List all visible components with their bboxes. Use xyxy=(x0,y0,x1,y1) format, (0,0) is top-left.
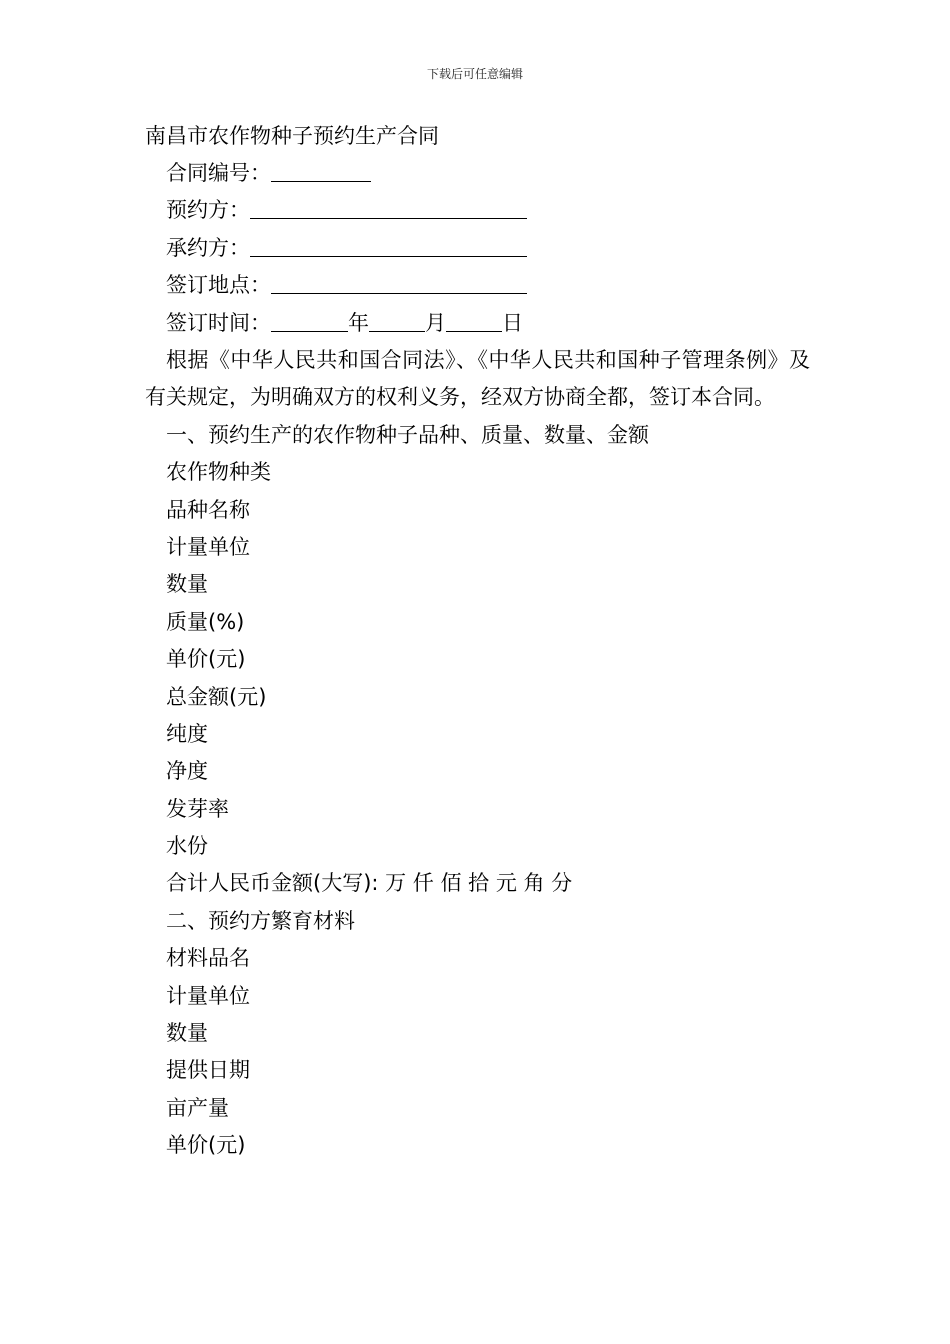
sign-place-field xyxy=(145,267,810,304)
section-1-item: 总金额(元) xyxy=(166,684,267,709)
section-1-item: 净度 xyxy=(166,759,208,784)
year-blank xyxy=(271,309,348,332)
year-label: 年 xyxy=(348,310,369,335)
section-2-item: 单价(元) xyxy=(166,1133,246,1158)
section-1-item: 纯度 xyxy=(166,721,208,746)
day-blank xyxy=(446,309,502,332)
section-1-item: 农作物种类 xyxy=(166,460,271,485)
contract-number-blank xyxy=(271,159,371,182)
section-2-item: 数量 xyxy=(166,1021,208,1046)
intro-paragraph: 根据《中华人民共和国合同法》、《中华人民共和国种子管理条例》及有关规定，为明确双方的权利义务，经双方协商全都，签订本合同。 xyxy=(145,347,810,410)
section-1-item: 水份 xyxy=(166,834,208,859)
total-amount-line: 合计人民币金额(大写): 万 仟 佰 拾 元 角 分 xyxy=(166,871,573,896)
section-2-item: 材料品名 xyxy=(166,946,250,971)
section-2-item: 提供日期 xyxy=(166,1058,250,1083)
party-b-field xyxy=(145,230,810,267)
party-b-label: 承约方： xyxy=(166,235,250,260)
section-1-item: 计量单位 xyxy=(166,534,250,559)
section-2-item: 计量单位 xyxy=(166,983,250,1008)
section-1-item: 单价(元) xyxy=(166,647,246,672)
section-1-item: 发芽率 xyxy=(166,796,229,821)
party-b-blank xyxy=(250,234,527,257)
contract-number-label: 合同编号： xyxy=(166,161,271,185)
party-a-label: 预约方： xyxy=(166,198,250,223)
section-1-item: 质量(%) xyxy=(166,609,245,634)
section-2-item: 亩产量 xyxy=(166,1095,229,1120)
contract-number-field xyxy=(145,155,810,192)
month-label: 月 xyxy=(425,310,446,335)
sign-place-blank xyxy=(271,271,527,294)
sign-place-label: 签订地点： xyxy=(166,273,271,298)
sign-time-field xyxy=(145,305,810,342)
document-title: 南昌市农作物种子预约生产合同 xyxy=(145,124,439,148)
section-1-item: 品种名称 xyxy=(166,497,250,522)
page-header: 下载后可任意编辑 xyxy=(426,67,523,81)
section-1-heading: 一、预约生产的农作物种子品种、质量、数量、金额 xyxy=(166,422,649,447)
sign-time-label: 签订时间： xyxy=(166,310,271,335)
section-2-heading: 二、预约方繁育材料 xyxy=(166,908,355,933)
month-blank xyxy=(369,309,425,332)
party-a-blank xyxy=(250,196,527,219)
section-1-item: 数量 xyxy=(166,572,208,597)
day-label: 日 xyxy=(502,310,523,335)
document-body xyxy=(145,118,810,1165)
party-a-field xyxy=(145,192,810,229)
